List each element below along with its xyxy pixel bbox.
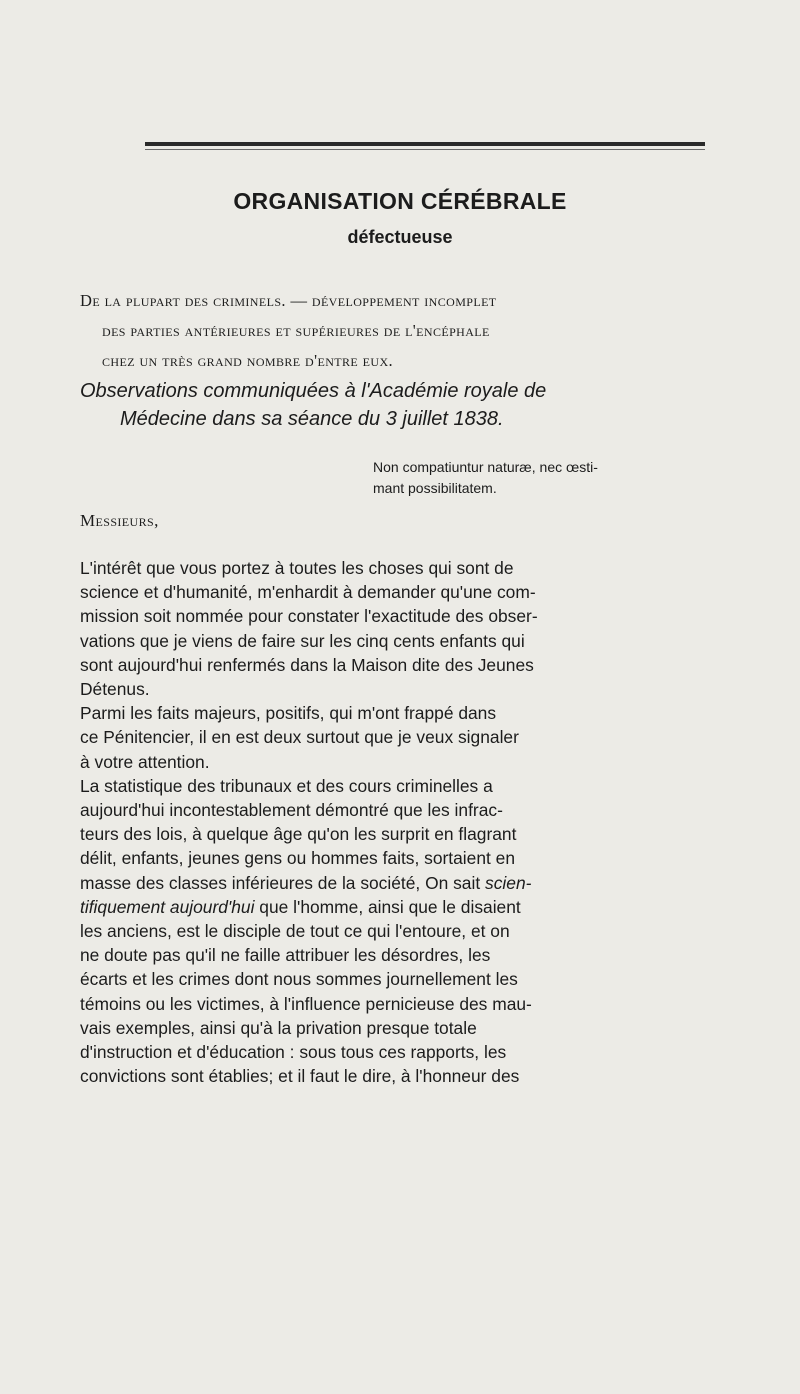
body-line: à votre attention. bbox=[80, 751, 210, 772]
body-line: ce Pénitencier, il en est deux surtout que je veux signaler bbox=[80, 727, 519, 748]
observations-line: Médecine dans sa séance du 3 juillet 1838. bbox=[120, 408, 504, 430]
body-line-text: que l'homme, ainsi que le disaient bbox=[259, 896, 521, 917]
body-line: ne doute pas qu'il ne faille attribuer les désordres, les bbox=[80, 945, 491, 966]
body-line: témoins ou les victimes, à l'influence pernicieuse des mau- bbox=[80, 993, 532, 1014]
observations-heading bbox=[80, 377, 730, 433]
body-line: d'instruction et d'éducation : sous tous ces rapports, les bbox=[80, 1042, 507, 1063]
body-line: convictions sont établies; et il faut le dire, à l'honneur des bbox=[80, 1066, 520, 1087]
body-line: Parmi les faits majeurs, positifs, qui m'ont frappé dans bbox=[80, 703, 497, 724]
italic-word: scien- bbox=[485, 872, 532, 893]
chapter-subtitle: défectueuse bbox=[347, 227, 453, 247]
body-line-with-italic bbox=[80, 871, 730, 895]
top-rule-thin bbox=[145, 149, 705, 150]
top-rule bbox=[145, 142, 705, 146]
chapter-title: ORGANISATION CÉRÉBRALE bbox=[233, 188, 567, 214]
body-line: teurs des lois, à quelque âge qu'on les surprit en flagrant bbox=[80, 824, 517, 845]
body-line: sont aujourd'hui renfermés dans la Maison dite des Jeunes bbox=[80, 654, 534, 675]
body-line: Détenus. bbox=[80, 679, 150, 700]
body-line: délit, enfants, jeunes gens ou hommes faits, sortaient en bbox=[80, 848, 516, 869]
italic-phrase: tifiquement aujourd'hui bbox=[80, 896, 255, 917]
body-line: écarts et les crimes dont nous sommes journellement les bbox=[80, 969, 518, 990]
body-line: aujourd'hui incontestablement démontré que les infrac- bbox=[80, 800, 503, 821]
body-line: les anciens, est le disciple de tout ce qui l'entoure, et on bbox=[80, 921, 510, 942]
summary-line: De la plupart des criminels. — développement incomplet bbox=[80, 291, 497, 310]
body-text bbox=[80, 556, 730, 1088]
body-line-text: masse des classes inférieures de la société, On sait bbox=[80, 872, 481, 893]
latin-epigraph bbox=[373, 457, 733, 499]
body-line-with-italic bbox=[80, 895, 730, 919]
body-line: science et d'humanité, m'enhardit à demander qu'une com- bbox=[80, 582, 536, 603]
body-line: La statistique des tribunaux et des cours criminelles a bbox=[80, 775, 493, 796]
body-line: mission soit nommée pour constater l'exactitude des obser- bbox=[80, 606, 538, 627]
epigraph-line: mant possibilitatem. bbox=[373, 480, 497, 496]
summary-line: chez un très grand nombre d'entre eux. bbox=[102, 351, 394, 370]
summary-line: des parties antérieures et supérieures de l'encéphale bbox=[102, 321, 490, 340]
observations-line: Observations communiquées à l'Académie royale de bbox=[80, 380, 547, 402]
body-line: vais exemples, ainsi qu'à la privation presque totale bbox=[80, 1017, 477, 1038]
chapter-summary bbox=[80, 286, 720, 376]
body-line: L'intérêt que vous portez à toutes les choses qui sont de bbox=[80, 558, 514, 578]
epigraph-line: Non compatiuntur naturæ, nec œsti- bbox=[373, 459, 598, 475]
body-line: vations que je viens de faire sur les cinq cents enfants qui bbox=[80, 630, 525, 651]
salutation: Messieurs, bbox=[80, 511, 159, 530]
